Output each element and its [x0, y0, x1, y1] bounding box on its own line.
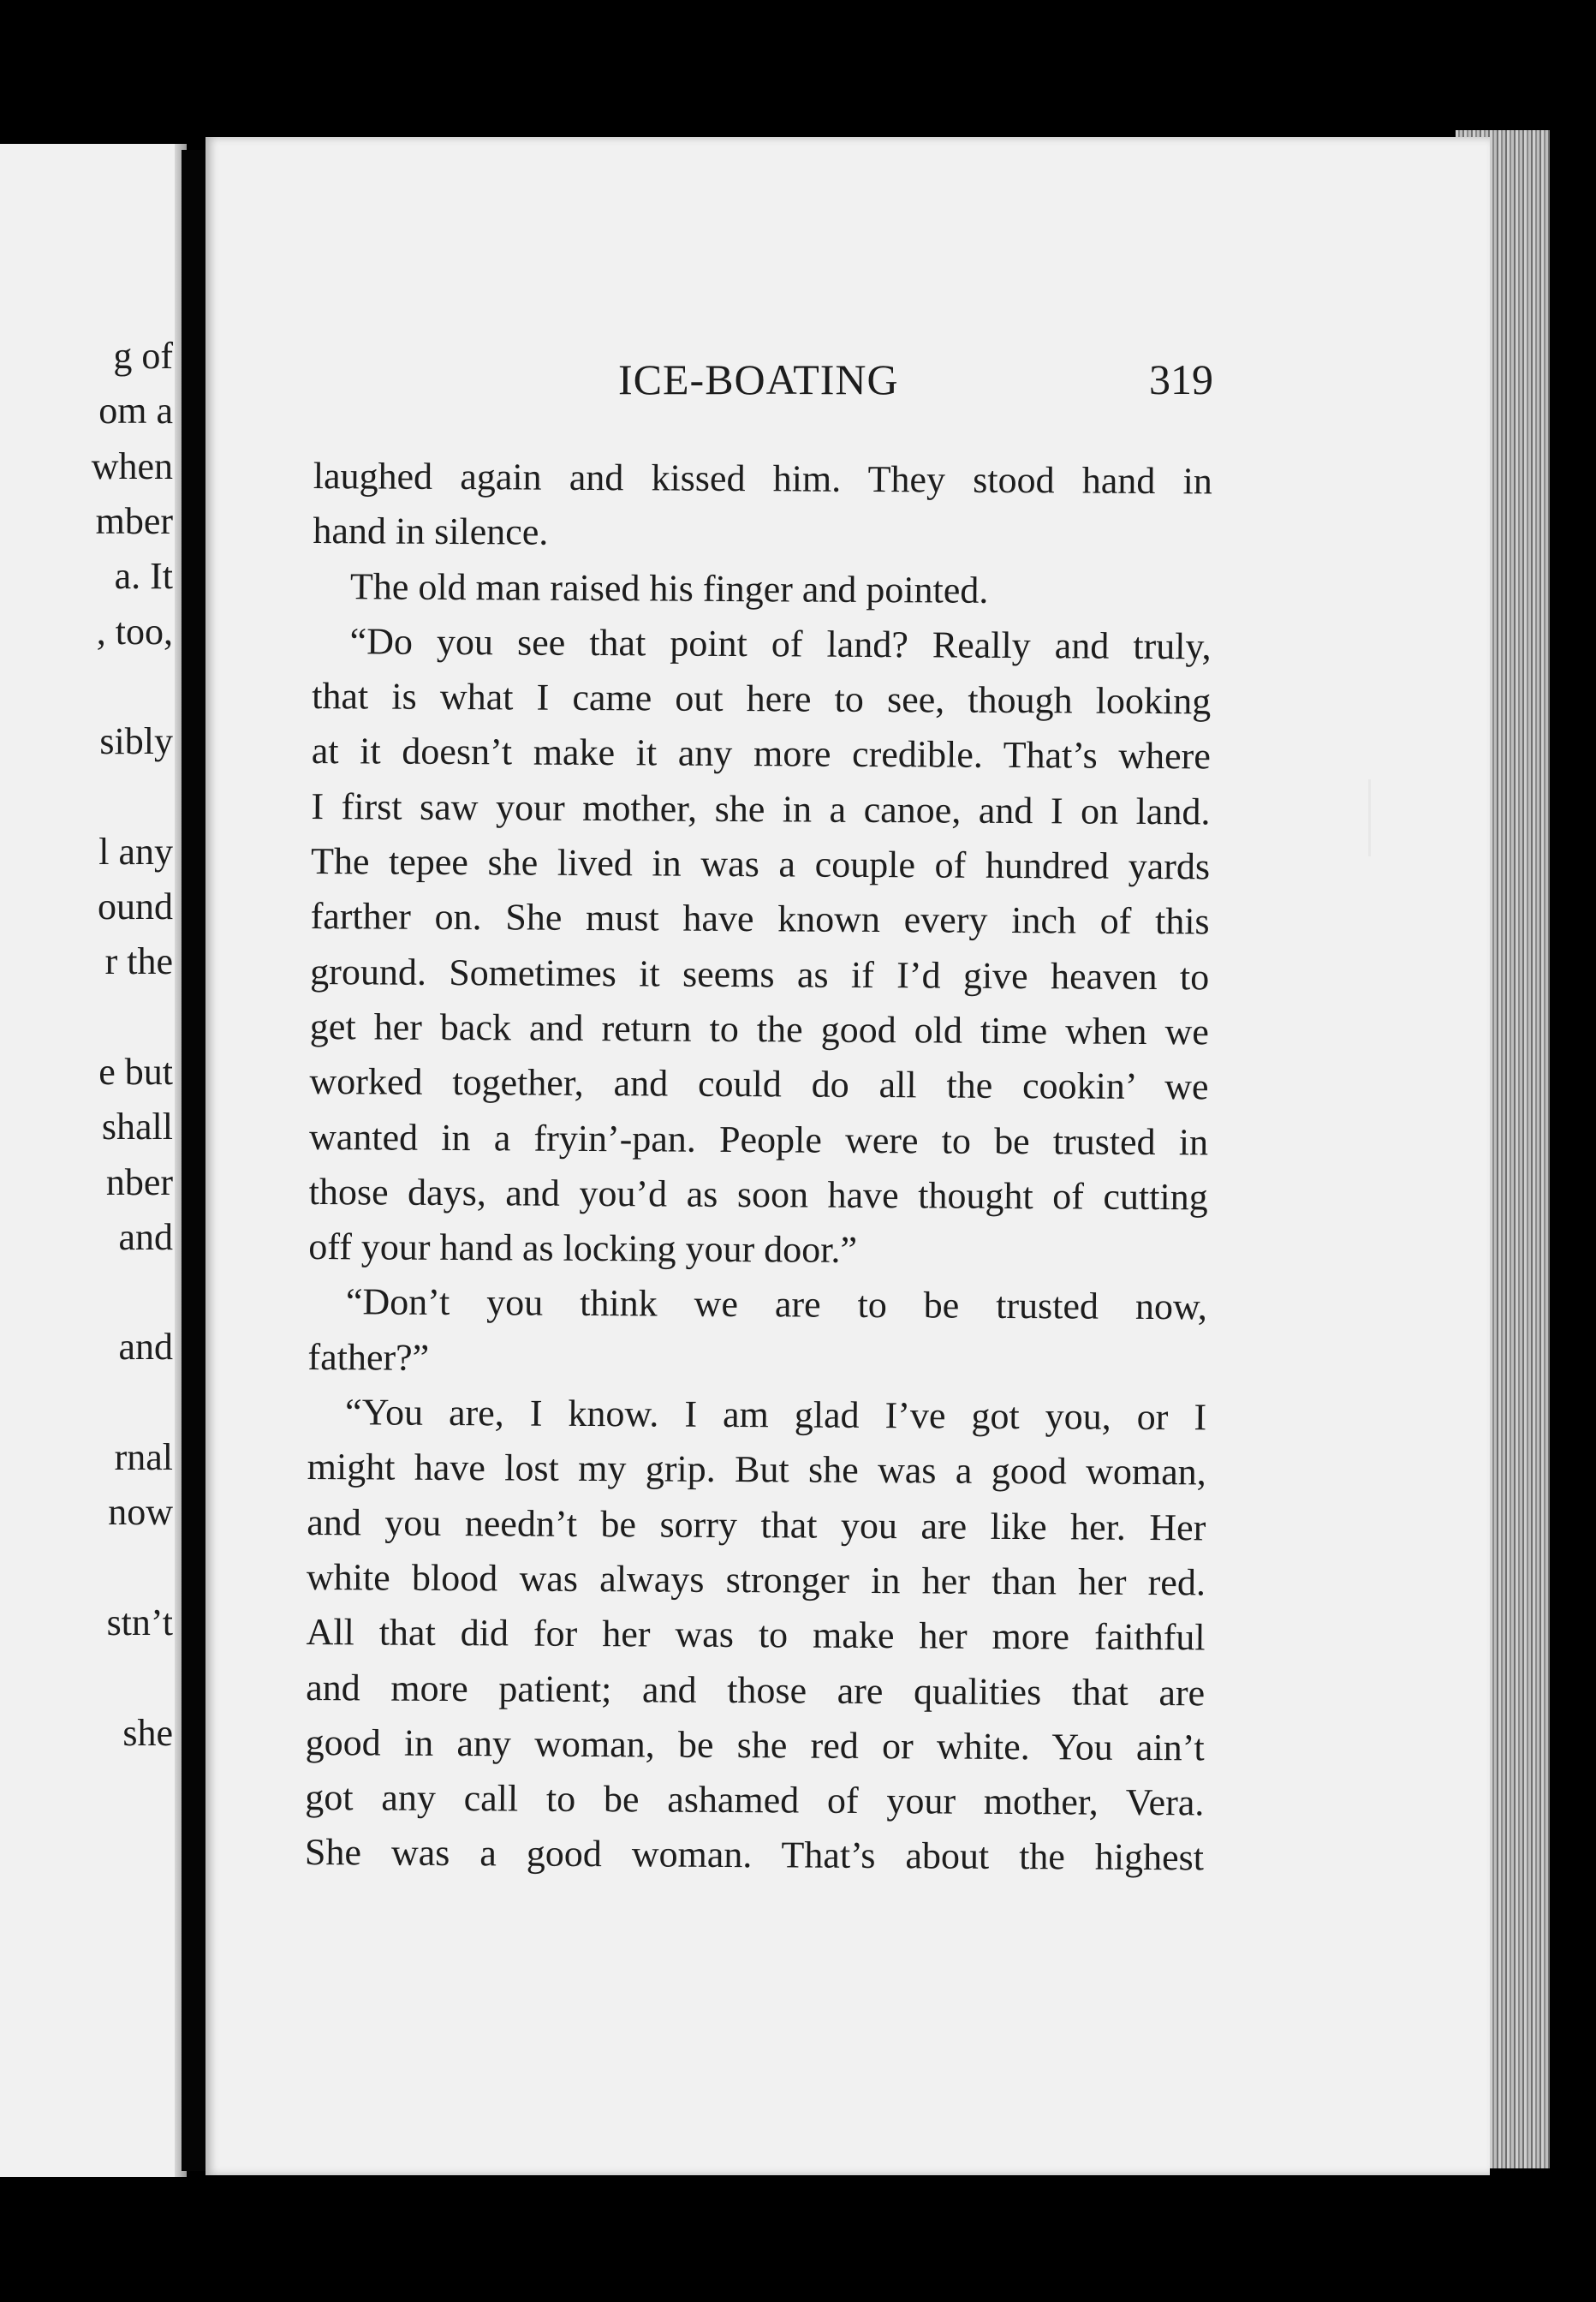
facing-page-line: nber [105, 1160, 173, 1203]
facing-page-line: , too, [96, 610, 173, 653]
facing-page [0, 144, 187, 2177]
text-line: hand in silence. [313, 510, 549, 553]
facing-page-line: l any [98, 830, 173, 873]
text-line: those days, and you’d as soon have thought of cutting [308, 1170, 1208, 1219]
text-line: off your hand as locking your door.” [308, 1226, 858, 1272]
scan-speck [1368, 779, 1371, 856]
facing-page-line: g of [113, 335, 173, 377]
text-line: The old man raised his finger and pointed. [349, 564, 989, 611]
facing-page-line: r the [104, 940, 173, 983]
text-line: got any call to be ashamed of your mother, Vera. [305, 1776, 1205, 1824]
facing-page-line: ound [98, 886, 173, 927]
text-line: “Do you see that point of land? Really and truly, [349, 620, 1212, 668]
running-head-title: ICE-BOATING [618, 355, 899, 403]
facing-page-line: and [118, 1326, 173, 1369]
text-line: “Don’t you think we are to be trusted now, [345, 1280, 1208, 1328]
facing-page-line: mber [95, 499, 173, 542]
text-line: at it doesn’t make it any more credible. That’s where [311, 730, 1211, 778]
text-line: good in any woman, be she red or white. You ain’t [305, 1721, 1205, 1769]
facing-page-line: now [108, 1491, 173, 1534]
text-line: ground. Sometimes it seems as if I’d give heaven to [310, 950, 1210, 999]
facing-page-line: sibly [99, 720, 173, 763]
text-line: might have lost my grip. But she was a good woman, [307, 1446, 1206, 1494]
text-line: “You are, I know. I am glad I’ve got you, or I [344, 1391, 1207, 1439]
facing-page-line: e but [98, 1050, 173, 1093]
book-spine-shadow [182, 150, 205, 2171]
text-line: laughed again and kissed him. They stood hand in [313, 454, 1212, 503]
text-line: The tepee she lived in was a couple of hundred yards [310, 840, 1211, 888]
facing-page-line: and [118, 1215, 173, 1258]
facing-page-line: om a [98, 390, 173, 432]
facing-page-line: shall [101, 1106, 173, 1148]
facing-page-line: rnal [114, 1436, 173, 1478]
text-line: I first saw your mother, she in a canoe, and I on land. [311, 784, 1211, 833]
facing-page-line: stn’t [106, 1601, 173, 1643]
text-line: that is what I came out here to see, though looking [312, 675, 1212, 723]
text-line: worked together, and could do all the cookin’ we [309, 1060, 1209, 1108]
page-number: 319 [1149, 355, 1213, 403]
text-line: and more patient; and those are qualities that are [306, 1666, 1206, 1714]
text-line: farther on. She must have known every inch of this [310, 895, 1210, 943]
text-line: wanted in a fryin’-pan. People were to be trusted in [308, 1115, 1209, 1163]
text-line: She was a good woman. That’s about the highest [304, 1831, 1205, 1879]
text-line: get her back and return to the good old time when we [309, 1005, 1210, 1053]
text-line: father?” [307, 1335, 430, 1379]
text-line: All that did for her was to make her more faithful [306, 1611, 1206, 1659]
page-body-text [305, 449, 1212, 1886]
facing-page-line: she [122, 1711, 173, 1754]
facing-page-line: a. It [114, 555, 173, 598]
text-line: white blood was always stronger in her than her red. [306, 1555, 1206, 1604]
facing-page-line: when [91, 444, 173, 487]
text-line: and you needn’t be sorry that you are like her. Her [307, 1500, 1206, 1549]
